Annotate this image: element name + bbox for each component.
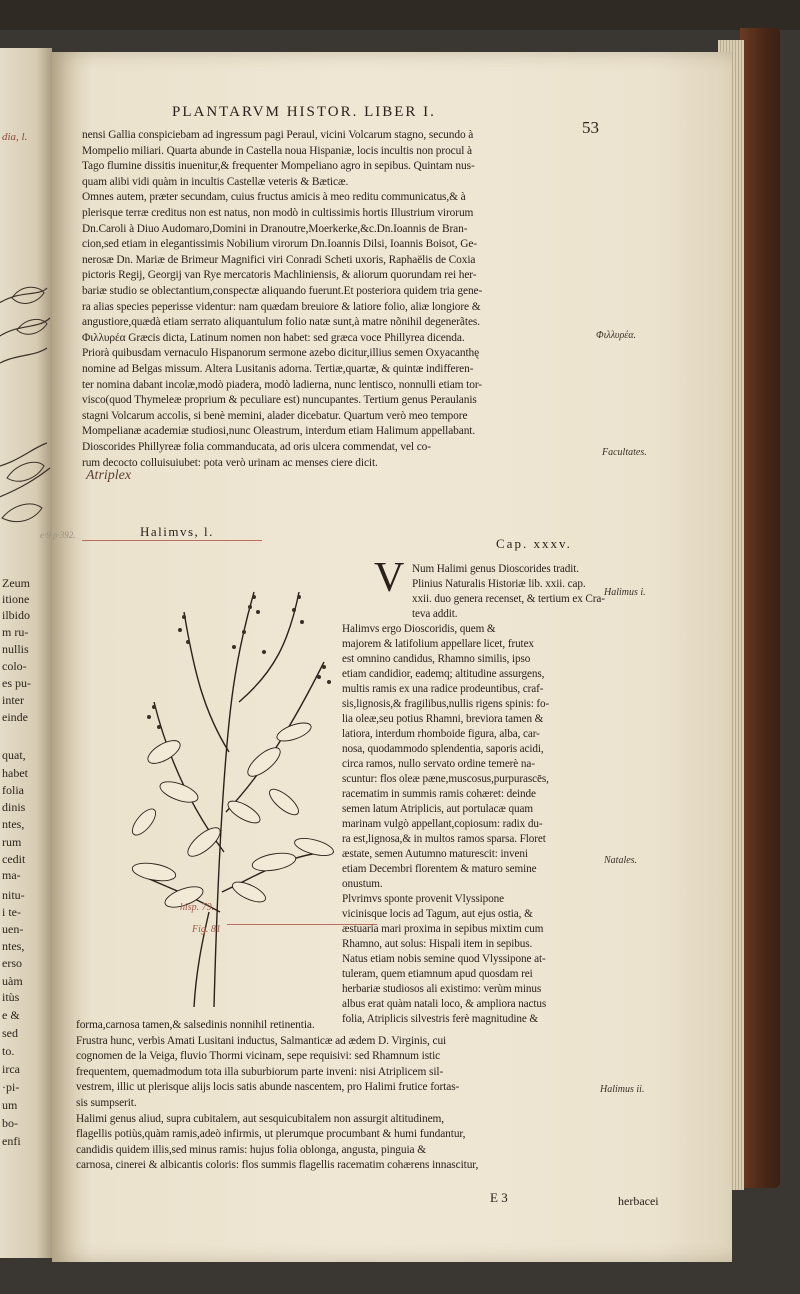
right-line: circa ramos, nullo servato ordine temerè na- [342,758,535,770]
annotation-ref-hisp: hisp. 79. [180,902,215,913]
top-line: ra alias species peperisse videntur: nam quædam breuiore & latiore folio, aliæ longiore & [82,300,481,313]
margin-note-phillyrea: Φιλλυρέα. [596,330,636,341]
left-page [0,48,52,1258]
left-page-fragment: um [2,1098,18,1112]
left-page-fragment: irca [2,1062,20,1076]
left-page-fragment: rum [2,835,22,849]
bottom-line: sis sumpserit. [76,1097,137,1109]
left-page-fragment: sed [2,1026,18,1040]
bottom-line: vestrem, illic ut plerisque alijs locis satis abunde nascentem, pro Halimi frutice fortas- [76,1081,460,1094]
page-number: 53 [582,118,599,137]
margin-note-halimus-1: Halimus i. [604,587,646,598]
top-line: Priorà quibusdam vernaculo Hispanorum sermone azebo dicitur,illius semen Oxyacanthę [82,347,480,360]
left-page-fragment: quat, [2,748,26,762]
left-page-fragment: i te- [2,905,21,919]
left-page-fragment: habet [2,766,28,780]
left-page-fragment: to. [2,1044,15,1058]
right-line: herbariæ studiosos ali existimo: verùm minus [342,983,542,995]
handwritten-annotation-atriplex: Atriplex [86,468,132,483]
left-page-fragment: m ru- [2,625,29,639]
page [40,52,732,1262]
top-line: pictoris Regij, Georgij van Rye mercatoris Machliniensis, & aliorum quorundam rei her- [82,269,477,282]
bottom-line: carnosa, cinerei & albicantis coloris: flos summis flagellis racematim cohærens innascitur, [76,1159,479,1172]
annotation-ref-fig: Fig. 81 [192,924,221,935]
right-line: nosa, quodammodo splendentia, saporis acidi, [342,743,544,755]
top-line: Mompelianæ academiæ studiosi,nunc Oleastrum, interdum etiam Halimum appellabant. [82,425,476,438]
bottom-line: forma,carnosa tamen,& salsedinis nonnihil retinentia. [76,1019,315,1031]
book-cover-top [0,0,800,30]
left-page-fragment: erso [2,956,22,970]
top-line: bariæ studio se oblectantium,conspectæ aliquando fuerunt.Et posteriora quidem tria gene- [82,285,483,297]
right-line: æstate, semen Autumno maturescit: inveni [342,848,528,860]
red-underline [82,540,262,541]
right-line: onustum. [342,878,383,890]
signature-mark: E 3 [490,1190,508,1205]
right-line: ra est,lignosa,& in multos ramos sparsa. Floret [342,833,546,845]
margin-note-halimus-2: Halimus ii. [600,1084,645,1095]
right-line: scuntur: flos oleæ pæne,muscosus,purpurascēs, [342,773,549,785]
top-line: visco(quod Thymeleæ proprium & peculiare est) nuncupantes. Tertium genus Peraulanis [82,394,477,407]
left-page-fragment: folia [2,783,24,797]
right-line: multis ramis ex una radice prodeuntibus, craf- [342,683,544,695]
top-line: Φιλλυρέα Græcis dicta, Latinum nomen non habet: sed græca voce Phillyrea dicenda. [82,331,465,344]
right-line: Halimvs ergo Dioscoridis, quem & [342,623,496,635]
top-line: quam alibi vidi quàm in incultis Castellæ veteris & Bæticæ. [82,175,349,188]
margin-note-natales: Natales. [604,855,638,866]
right-line: est omnino candidus, Rhamno similis, ipso [342,653,531,665]
top-line: nensi Gallia conspiciebam ad ingressum pagi Peraul, vicini Volcarum stagno, secundo à [82,129,474,141]
top-line: plerisque terræ creditus non est natus, non modò in cultissimis hortis Illustrium virorum [82,207,474,219]
left-page-fragment: einde [2,710,28,724]
top-line: Omnes autem, præter secundam, cuius fructus amicis à meo reditu communicatus,& à [82,191,466,204]
left-page-fragment: colo- [2,659,27,673]
bottom-line: cognomen de la Veiga, fluvio Thormi vicinam, sepe requisivi: sed Rhamnum istic [76,1050,441,1063]
top-line: Mompelio miliari. Quarta abunde in Castella noua Hispaniæ, locis incultis non procul à [82,144,472,157]
right-line: æstuaria mari proxima in sepibus mixtim cum [342,923,544,935]
right-line: Rhamno, aut solus: Hispali item in sepibus. [342,938,533,950]
running-header: PLANTARVM HISTOR. LIBER I. [172,104,436,120]
bottom-line: Halimi genus aliud, supra cubitalem, aut sesquicubitalem non assurgit altitudinem, [76,1112,445,1125]
top-line: nomine ad Belgas missum. Altera Lusitanis adorna. Tertiæ,quartæ, & quintæ indifferen- [82,363,474,375]
top-line: Tago flumine dissitis inuenitur,& frequenter Mompeliano agro in sepibus. Quintam nus- [82,160,475,173]
section-title: Halimvs, l. [140,524,214,539]
right-line: semen latum Atriplicis, aut portulacæ quam [342,803,533,815]
right-line: Plvrimvs sponte provenit Vlyssipone [342,893,504,905]
left-page-fragment: Zeum [2,576,30,590]
drop-cap: V [374,555,405,601]
left-page-note: dia, l. [2,131,28,143]
left-page-fragment: bo- [2,1116,18,1130]
catchword: herbacei [618,1194,659,1208]
left-page-fragment: nullis [2,642,29,656]
top-line: ter nomina dabant incolæ,modò piadera, modò ladierna, nunc lentisco, nonnulli etiam tor- [82,378,482,391]
left-page-fragment: nitu- [2,888,25,902]
right-line: tuleram, quem etiamnum apud quosdam rei [342,968,533,980]
left-page-fragment: es pu- [2,676,31,690]
right-line: xxii. duo genera recenset, & tertium ex Cra- [412,593,605,605]
left-page-fragment: ma- [2,868,21,882]
left-page-fragment: cedit [2,852,26,866]
left-page-fragment: itione [2,592,30,606]
top-line: nerosæ Dn. Mariæ de Brimeur Magnifici viri Conradi Scheti uxoris, Raphaëlis de Coxia [82,253,476,266]
bottom-line: Frustra hunc, verbis Amati Lusitani inductus, Salmanticæ ad ædem D. Virginis, cui [76,1034,447,1047]
right-line: Natus etiam nobis semine quod Vlyssipone at- [342,953,546,965]
right-line: vicinisque locis ad Tagum, aut ejus ostia, & [342,908,533,920]
annotation-ref-top: e·9·p·392. [40,530,76,540]
left-page-leaf-illustration [0,268,52,408]
right-line: albus erat quàm natali loco, & ampliora nactus [342,998,547,1010]
left-page-fragment: uen- [2,922,24,936]
top-line: Dn.Caroli à Diuo Audomaro,Domini in Dranoutre,Moerkerke,&c.Dn.Ioannis de Bran- [82,222,468,235]
left-page-fragment: ntes, [2,939,25,953]
right-line: teva addit. [412,608,458,620]
top-line: Dioscorides Phillyreæ folia commanducata, ad oris ulcera commendat, vel co- [82,441,431,453]
left-page-fragment: inter [2,693,24,707]
bottom-line: frequentem, quemadmodum tota illa suburbiorum parte inveni: nisi Atriplicem sil- [76,1065,444,1078]
top-line: rum decocto colluisuiubet: pota verò urinam ac menses ciere dicit. [82,456,378,469]
left-page-fragment: ntes, [2,817,25,831]
right-line: folia, Atriplicis silvestris ferè magnitudine & [342,1013,539,1025]
top-line: angustiore,quædà etiam serrato aliquantulum folio natæ sunt,à matre nõnihil degenerãtes. [82,316,480,329]
right-line: Plinius Naturalis Historiæ lib. xxii. cap. [412,578,586,590]
left-page-fragment: ·pi- [2,1080,20,1094]
left-page-fragment: dinis [2,800,26,814]
top-line: stagni Volcarum accolis, si benè memini, alader dicebatur. Quartum verò meo tempore [82,409,468,422]
right-line: Num Halimi genus Dioscorides tradit. [412,563,579,575]
halimus-plant-woodcut [124,552,374,1007]
right-line: lia oleæ,seu potius Rhamni, breviora tamen & [342,713,544,725]
bottom-line: candidis quidem illis,sed minus ramis: hujus folia oblonga, angusta, pinguia & [76,1143,427,1156]
right-line: sis,lignosis,& fragilibus,nullis rigens spinis: fo- [342,698,550,710]
bottom-line: flagellis potiùs,quàm ramis,adeò infirmis, ut plerumque procumbant & humi fundantur, [76,1128,466,1141]
top-line: cion,sed etiam in elegantissimis Nobilium virorum Dn.Ioannis Dilsi, Ioannis Boisot, Ge- [82,238,477,251]
chapter-heading: Cap. xxxv. [496,536,572,551]
right-line: latiora, interdum rhomboide figura, alba, car- [342,728,540,740]
left-page-fragment: itùs [2,990,20,1004]
margin-note-facultates: Facultates. [602,447,647,458]
right-line: etiam Decembri florentem & maturo semine [342,863,537,875]
left-page-fragment: e & [2,1008,20,1022]
left-page-fragment: ilbido [2,608,31,622]
left-page-leaf-illustration-2 [0,438,52,578]
right-line: etiam candidior, eademq; altitudine assurgens, [342,668,545,680]
book-binding-board [740,28,780,1188]
left-page-fragment: enfi [2,1134,21,1148]
left-page-fragment: uàm [2,974,23,988]
right-line: majorem & latifolium appellare licet, frutex [342,638,534,650]
right-line: racematim in summis ramis cohæret: deinde [342,788,536,800]
right-line: marinam vulgò appellant,copiosum: radix du- [342,818,543,830]
